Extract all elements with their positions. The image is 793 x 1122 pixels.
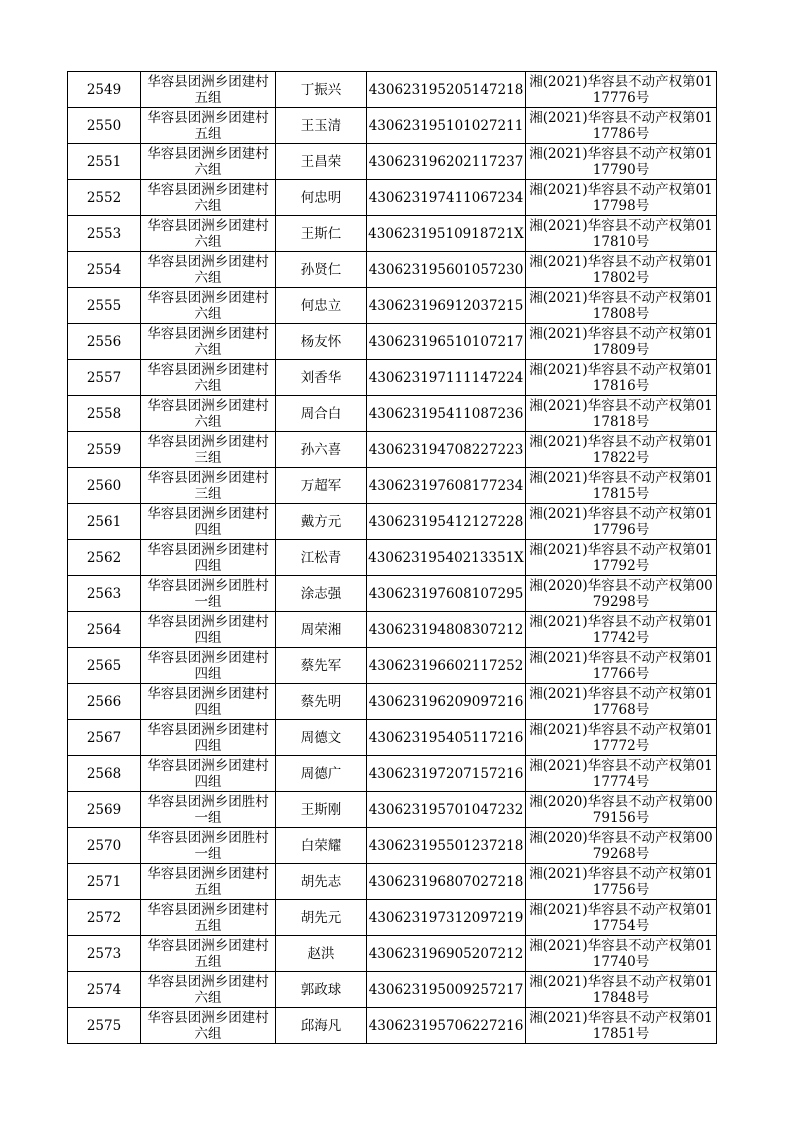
id-number-cell [367, 396, 526, 432]
name-cell [276, 252, 367, 288]
certificate-cell-text: 湘(2021)华容县不动产权第0117822号 [529, 433, 713, 466]
table-row [68, 648, 717, 684]
address-cell [141, 180, 276, 216]
certificate-cell [526, 432, 717, 468]
table-row [68, 324, 717, 360]
certificate-cell-text: 湘(2021)华容县不动产权第0117786号 [529, 109, 713, 142]
row-number-text: 2561 [86, 513, 122, 530]
records-body [68, 72, 717, 1044]
row-number-text: 2559 [86, 441, 122, 458]
table-row [68, 792, 717, 828]
id-number-cell-text: 430623196807027218 [368, 873, 524, 890]
address-cell-text: 华容县团洲乡团建村四组 [147, 541, 269, 574]
name-cell [276, 1008, 367, 1044]
name-cell [276, 576, 367, 612]
table-row [68, 720, 717, 756]
id-number-cell-text: 430623196602117252 [368, 657, 524, 674]
id-number-cell-text: 430623195009257217 [368, 981, 524, 998]
address-cell-text: 华容县团洲乡团建村六组 [147, 289, 269, 322]
name-cell [276, 108, 367, 144]
address-cell-text: 华容县团洲乡团建村六组 [147, 253, 269, 286]
row-number-text: 2572 [86, 909, 122, 926]
address-cell [141, 504, 276, 540]
row-number [68, 468, 141, 504]
address-cell [141, 72, 276, 108]
address-cell-text: 华容县团洲乡团建村三组 [147, 433, 269, 466]
row-number-text: 2565 [86, 657, 122, 674]
certificate-cell-text: 湘(2020)华容县不动产权第0079156号 [529, 793, 713, 826]
row-number [68, 216, 141, 252]
certificate-cell [526, 144, 717, 180]
certificate-cell-text: 湘(2020)华容县不动产权第0079268号 [529, 829, 713, 862]
id-number-cell [367, 216, 526, 252]
table-row [68, 1008, 717, 1044]
id-number-cell [367, 108, 526, 144]
name-cell-text: 何忠立 [300, 297, 342, 314]
name-cell [276, 396, 367, 432]
name-cell-text: 王昌荣 [300, 153, 342, 170]
id-number-cell [367, 288, 526, 324]
id-number-cell [367, 252, 526, 288]
row-number-text: 2550 [86, 117, 122, 134]
certificate-cell-text: 湘(2021)华容县不动产权第0117792号 [529, 541, 713, 574]
name-cell [276, 72, 367, 108]
id-number-cell [367, 936, 526, 972]
address-cell-text: 华容县团洲乡团建村五组 [147, 901, 269, 934]
id-number-cell [367, 756, 526, 792]
address-cell [141, 540, 276, 576]
id-number-cell-text: 430623196202117237 [368, 153, 524, 170]
row-number [68, 432, 141, 468]
certificate-cell [526, 720, 717, 756]
name-cell-text: 王玉清 [300, 117, 342, 134]
row-number [68, 540, 141, 576]
name-cell-text: 何忠明 [300, 189, 342, 206]
id-number-cell [367, 504, 526, 540]
address-cell [141, 792, 276, 828]
address-cell-text: 华容县团洲乡团建村四组 [147, 685, 269, 718]
certificate-cell [526, 108, 717, 144]
id-number-cell-text: 430623195412127228 [368, 513, 524, 530]
table-row [68, 684, 717, 720]
address-cell-text: 华容县团洲乡团建村四组 [147, 649, 269, 682]
name-cell [276, 144, 367, 180]
row-number [68, 324, 141, 360]
address-cell [141, 972, 276, 1008]
name-cell-text: 白荣耀 [300, 837, 342, 854]
address-cell [141, 828, 276, 864]
name-cell-text: 郭政球 [300, 981, 342, 998]
name-cell [276, 756, 367, 792]
address-cell-text: 华容县团洲乡团建村四组 [147, 721, 269, 754]
table-row [68, 972, 717, 1008]
address-cell [141, 288, 276, 324]
id-number-cell-text: 430623197312097219 [368, 909, 524, 926]
address-cell-text: 华容县团洲乡团建村六组 [147, 361, 269, 394]
certificate-cell [526, 504, 717, 540]
certificate-cell [526, 396, 717, 432]
certificate-cell [526, 288, 717, 324]
id-number-cell [367, 468, 526, 504]
certificate-cell [526, 900, 717, 936]
certificate-cell-text: 湘(2021)华容县不动产权第0117810号 [529, 217, 713, 250]
address-cell-text: 华容县团洲乡团胜村一组 [147, 829, 269, 862]
id-number-cell-text: 430623195101027211 [368, 117, 524, 134]
certificate-cell-text: 湘(2021)华容县不动产权第0117790号 [529, 145, 713, 178]
row-number [68, 648, 141, 684]
id-number-cell [367, 792, 526, 828]
id-number-cell-text: 430623195501237218 [368, 837, 524, 854]
address-cell-text: 华容县团洲乡团胜村一组 [147, 793, 269, 826]
table-row [68, 540, 717, 576]
id-number-cell [367, 432, 526, 468]
certificate-cell [526, 936, 717, 972]
row-number [68, 1008, 141, 1044]
name-cell-text: 蔡先军 [300, 657, 342, 674]
id-number-cell-text: 430623195706227216 [368, 1017, 524, 1034]
name-cell [276, 432, 367, 468]
row-number [68, 936, 141, 972]
certificate-cell-text: 湘(2021)华容县不动产权第0117802号 [529, 253, 713, 286]
row-number-text: 2556 [86, 333, 122, 350]
name-cell [276, 288, 367, 324]
certificate-cell [526, 864, 717, 900]
row-number-text: 2568 [86, 765, 122, 782]
certificate-cell [526, 648, 717, 684]
certificate-cell-text: 湘(2021)华容县不动产权第0117815号 [529, 469, 713, 502]
certificate-cell [526, 72, 717, 108]
row-number-text: 2553 [86, 225, 122, 242]
row-number-text: 2562 [86, 549, 122, 566]
row-number [68, 396, 141, 432]
address-cell [141, 360, 276, 396]
id-number-cell-text: 430623195701047232 [368, 801, 524, 818]
id-number-cell [367, 864, 526, 900]
name-cell-text: 杨友怀 [300, 333, 342, 350]
name-cell [276, 360, 367, 396]
table-row [68, 216, 717, 252]
certificate-cell-text: 湘(2021)华容县不动产权第0117768号 [529, 685, 713, 718]
id-number-cell [367, 72, 526, 108]
row-number [68, 504, 141, 540]
name-cell-text: 王斯仁 [300, 225, 342, 242]
name-cell-text: 孙六喜 [300, 441, 342, 458]
address-cell-text: 华容县团洲乡团建村六组 [147, 181, 269, 214]
row-number-text: 2571 [86, 873, 122, 890]
address-cell [141, 684, 276, 720]
id-number-cell [367, 360, 526, 396]
address-cell-text: 华容县团洲乡团建村四组 [147, 613, 269, 646]
name-cell-text: 赵洪 [307, 945, 335, 962]
table-row [68, 612, 717, 648]
address-cell-text: 华容县团洲乡团建村六组 [147, 973, 269, 1006]
name-cell [276, 216, 367, 252]
id-number-cell [367, 972, 526, 1008]
address-cell-text: 华容县团洲乡团建村四组 [147, 505, 269, 538]
name-cell-text: 胡先志 [300, 873, 342, 890]
id-number-cell [367, 144, 526, 180]
certificate-cell-text: 湘(2021)华容县不动产权第0117848号 [529, 973, 713, 1006]
row-number-text: 2555 [86, 297, 122, 314]
id-number-cell [367, 324, 526, 360]
certificate-cell-text: 湘(2021)华容县不动产权第0117766号 [529, 649, 713, 682]
row-number-text: 2563 [86, 585, 122, 602]
id-number-cell-text: 430623194708227223 [368, 441, 524, 458]
name-cell [276, 180, 367, 216]
address-cell-text: 华容县团洲乡团建村六组 [147, 1009, 269, 1042]
id-number-cell-text: 430623196905207212 [368, 945, 524, 962]
address-cell [141, 864, 276, 900]
row-number [68, 108, 141, 144]
id-number-cell-text: 430623197111147224 [368, 369, 524, 386]
row-number-text: 2558 [86, 405, 122, 422]
address-cell [141, 612, 276, 648]
address-cell [141, 648, 276, 684]
certificate-cell-text: 湘(2021)华容县不动产权第0117816号 [529, 361, 713, 394]
row-number-text: 2557 [86, 369, 122, 386]
address-cell-text: 华容县团洲乡团建村四组 [147, 757, 269, 790]
name-cell-text: 周荣湘 [300, 621, 342, 638]
row-number-text: 2574 [86, 981, 122, 998]
name-cell-text: 丁振兴 [300, 81, 342, 98]
row-number-text: 2564 [86, 621, 122, 638]
table-row [68, 144, 717, 180]
id-number-cell [367, 1008, 526, 1044]
id-number-cell-text: 430623195411087236 [368, 405, 524, 422]
id-number-cell-text: 430623196912037215 [368, 297, 524, 314]
name-cell-text: 周德广 [300, 765, 342, 782]
id-number-cell-text: 430623197207157216 [368, 765, 524, 782]
certificate-cell [526, 540, 717, 576]
row-number [68, 792, 141, 828]
address-cell [141, 576, 276, 612]
row-number [68, 900, 141, 936]
table-row [68, 828, 717, 864]
certificate-cell-text: 湘(2021)华容县不动产权第0117754号 [529, 901, 713, 934]
certificate-cell-text: 湘(2021)华容县不动产权第0117774号 [529, 757, 713, 790]
id-number-cell-text: 43062319540213351X [368, 549, 524, 566]
table-row [68, 504, 717, 540]
table-row [68, 252, 717, 288]
address-cell [141, 936, 276, 972]
address-cell-text: 华容县团洲乡团建村五组 [147, 109, 269, 142]
row-number [68, 864, 141, 900]
table-row [68, 576, 717, 612]
id-number-cell-text: 430623197608177234 [368, 477, 524, 494]
address-cell-text: 华容县团洲乡团建村五组 [147, 73, 269, 106]
address-cell [141, 720, 276, 756]
name-cell-text: 蔡先明 [300, 693, 342, 710]
row-number [68, 576, 141, 612]
certificate-cell [526, 468, 717, 504]
certificate-cell-text: 湘(2021)华容县不动产权第0117851号 [529, 1009, 713, 1042]
row-number [68, 252, 141, 288]
name-cell [276, 648, 367, 684]
address-cell [141, 324, 276, 360]
id-number-cell-text: 430623196510107217 [368, 333, 524, 350]
row-number-text: 2575 [86, 1017, 122, 1034]
name-cell [276, 864, 367, 900]
name-cell-text: 涂志强 [300, 585, 342, 602]
certificate-cell [526, 612, 717, 648]
certificate-cell-text: 湘(2021)华容县不动产权第0117818号 [529, 397, 713, 430]
id-number-cell [367, 828, 526, 864]
name-cell-text: 王斯刚 [300, 801, 342, 818]
certificate-cell [526, 828, 717, 864]
certificate-cell-text: 湘(2021)华容县不动产权第0117808号 [529, 289, 713, 322]
address-cell [141, 756, 276, 792]
name-cell-text: 邱海凡 [300, 1017, 342, 1034]
address-cell [141, 432, 276, 468]
certificate-cell [526, 324, 717, 360]
row-number [68, 684, 141, 720]
address-cell [141, 396, 276, 432]
row-number [68, 288, 141, 324]
name-cell [276, 720, 367, 756]
table-row [68, 360, 717, 396]
id-number-cell-text: 430623196209097216 [368, 693, 524, 710]
address-cell [141, 252, 276, 288]
row-number [68, 828, 141, 864]
name-cell-text: 万超军 [300, 477, 342, 494]
id-number-cell [367, 180, 526, 216]
certificate-cell-text: 湘(2021)华容县不动产权第0117742号 [529, 613, 713, 646]
id-number-cell [367, 720, 526, 756]
name-cell [276, 612, 367, 648]
id-number-cell-text: 43062319510918721X [368, 225, 524, 242]
certificate-cell [526, 792, 717, 828]
name-cell-text: 刘香华 [300, 369, 342, 386]
row-number [68, 612, 141, 648]
row-number-text: 2549 [86, 81, 122, 98]
address-cell-text: 华容县团洲乡团建村六组 [147, 145, 269, 178]
id-number-cell-text: 430623194808307212 [368, 621, 524, 638]
address-cell-text: 华容县团洲乡团胜村一组 [147, 577, 269, 610]
address-cell-text: 华容县团洲乡团建村六组 [147, 325, 269, 358]
table-row [68, 108, 717, 144]
row-number [68, 972, 141, 1008]
id-number-cell [367, 900, 526, 936]
id-number-cell-text: 430623195601057230 [368, 261, 524, 278]
certificate-cell-text: 湘(2021)华容县不动产权第0117809号 [529, 325, 713, 358]
certificate-cell-text: 湘(2020)华容县不动产权第0079298号 [529, 577, 713, 610]
name-cell [276, 684, 367, 720]
row-number-text: 2573 [86, 945, 122, 962]
address-cell-text: 华容县团洲乡团建村五组 [147, 865, 269, 898]
table-row [68, 468, 717, 504]
certificate-cell-text: 湘(2021)华容县不动产权第0117740号 [529, 937, 713, 970]
id-number-cell [367, 576, 526, 612]
row-number [68, 180, 141, 216]
id-number-cell-text: 430623195205147218 [368, 81, 524, 98]
row-number [68, 144, 141, 180]
name-cell-text: 周合白 [300, 405, 342, 422]
certificate-cell [526, 756, 717, 792]
name-cell-text: 戴方元 [300, 513, 342, 530]
certificate-cell [526, 252, 717, 288]
row-number-text: 2554 [86, 261, 122, 278]
row-number [68, 756, 141, 792]
address-cell-text: 华容县团洲乡团建村五组 [147, 937, 269, 970]
table-row [68, 288, 717, 324]
id-number-cell-text: 430623197411067234 [368, 189, 524, 206]
id-number-cell [367, 612, 526, 648]
row-number-text: 2552 [86, 189, 122, 206]
certificate-cell-text: 湘(2021)华容县不动产权第0117756号 [529, 865, 713, 898]
id-number-cell [367, 684, 526, 720]
row-number [68, 360, 141, 396]
row-number-text: 2566 [86, 693, 122, 710]
row-number-text: 2560 [86, 477, 122, 494]
id-number-cell-text: 430623197608107295 [368, 585, 524, 602]
certificate-cell [526, 1008, 717, 1044]
address-cell-text: 华容县团洲乡团建村六组 [147, 397, 269, 430]
row-number [68, 720, 141, 756]
certificate-cell-text: 湘(2021)华容县不动产权第0117798号 [529, 181, 713, 214]
name-cell-text: 孙贤仁 [300, 261, 342, 278]
address-cell [141, 144, 276, 180]
table-row [68, 756, 717, 792]
row-number-text: 2551 [86, 153, 122, 170]
certificate-cell [526, 360, 717, 396]
name-cell-text: 周德文 [300, 729, 342, 746]
row-number-text: 2569 [86, 801, 122, 818]
table-row [68, 396, 717, 432]
address-cell-text: 华容县团洲乡团建村三组 [147, 469, 269, 502]
name-cell [276, 900, 367, 936]
row-number-text: 2567 [86, 729, 122, 746]
name-cell-text: 胡先元 [300, 909, 342, 926]
table-row [68, 180, 717, 216]
certificate-cell-text: 湘(2021)华容县不动产权第0117796号 [529, 505, 713, 538]
name-cell [276, 828, 367, 864]
address-cell-text: 华容县团洲乡团建村六组 [147, 217, 269, 250]
name-cell [276, 504, 367, 540]
certificate-cell [526, 684, 717, 720]
certificate-cell-text: 湘(2021)华容县不动产权第0117772号 [529, 721, 713, 754]
certificate-cell-text: 湘(2021)华容县不动产权第0117776号 [529, 73, 713, 106]
name-cell [276, 324, 367, 360]
table-row [68, 936, 717, 972]
name-cell-text: 江松青 [300, 549, 342, 566]
certificate-cell [526, 216, 717, 252]
address-cell [141, 900, 276, 936]
id-number-cell [367, 648, 526, 684]
id-number-cell [367, 540, 526, 576]
name-cell [276, 792, 367, 828]
certificate-cell [526, 972, 717, 1008]
name-cell [276, 540, 367, 576]
records-table [67, 71, 717, 1044]
certificate-cell [526, 180, 717, 216]
address-cell [141, 216, 276, 252]
address-cell [141, 468, 276, 504]
address-cell [141, 108, 276, 144]
table-row [68, 864, 717, 900]
name-cell [276, 468, 367, 504]
name-cell [276, 936, 367, 972]
id-number-cell-text: 430623195405117216 [368, 729, 524, 746]
table-row [68, 72, 717, 108]
row-number [68, 72, 141, 108]
table-row [68, 900, 717, 936]
row-number-text: 2570 [86, 837, 122, 854]
address-cell [141, 1008, 276, 1044]
certificate-cell [526, 576, 717, 612]
name-cell [276, 972, 367, 1008]
table-row [68, 432, 717, 468]
